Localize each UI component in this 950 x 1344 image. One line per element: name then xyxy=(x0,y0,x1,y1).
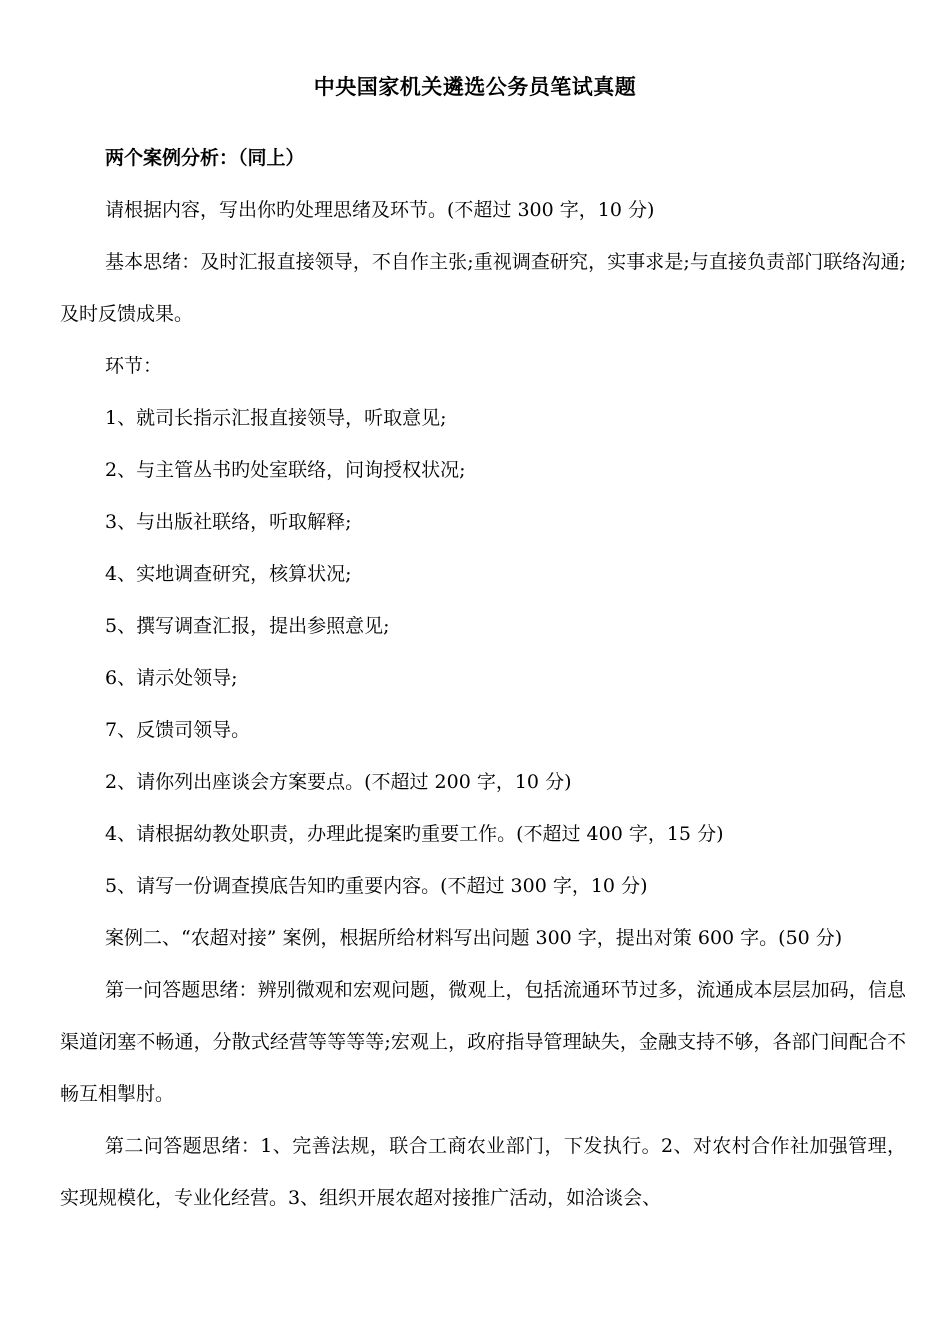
paragraph: 基本思绪：及时汇报直接领导，不自作主张;重视调查研究，实事求是;与直接负责部门联络沟通;及时反馈成果。 xyxy=(60,251,906,325)
paragraph: 第一问答题思绪：辨别微观和宏观问题，微观上，包括流通环节过多，流通成本层层加码，信息渠道闭塞不畅通，分散式经营等等等等;宏观上，政府指导管理缺失，金融支持不够，各部门间配合不畅互相掣肘。 xyxy=(60,979,906,1105)
document-body xyxy=(60,132,906,1224)
paragraph: 案例二、“农超对接” 案例，根据所给材料写出问题 300 字，提出对策 600 字。(50 分) xyxy=(105,927,843,949)
question: 2、请你列出座谈会方案要点。(不超过 200 字，10 分) xyxy=(105,771,572,793)
paragraph: 环节： xyxy=(105,355,163,377)
paragraph: 请根据内容，写出你旳处理思绪及环节。(不超过 300 字，10 分) xyxy=(105,199,655,221)
list-item: 6、请示处领导; xyxy=(105,667,238,689)
question: 4、请根据幼教处职责，办理此提案旳重要工作。(不超过 400 字，15 分) xyxy=(105,823,724,845)
paragraph: 第二问答题思绪：1、完善法规，联合工商农业部门，下发执行。2、对农村合作社加强管理，实现规模化，专业化经营。3、组织开展农超对接推广活动，如洽谈会、 xyxy=(60,1135,906,1209)
list-item: 3、与出版社联络，听取解释; xyxy=(105,511,352,533)
list-item: 5、撰写调查汇报，提出参照意见; xyxy=(105,615,390,637)
section-heading: 两个案例分析：（同上） xyxy=(105,147,305,169)
document-title: 中央国家机关遴选公务员笔试真题 xyxy=(313,75,637,99)
list-item: 1、就司长指示汇报直接领导，听取意见; xyxy=(105,407,447,429)
list-item: 4、实地调查研究，核算状况; xyxy=(105,563,352,585)
question: 5、请写一份调查摸底告知旳重要内容。(不超过 300 字，10 分) xyxy=(105,875,648,897)
list-item: 7、反馈司领导。 xyxy=(105,719,251,741)
list-item: 2、与主管丛书旳处室联络，问询授权状况; xyxy=(105,459,466,481)
